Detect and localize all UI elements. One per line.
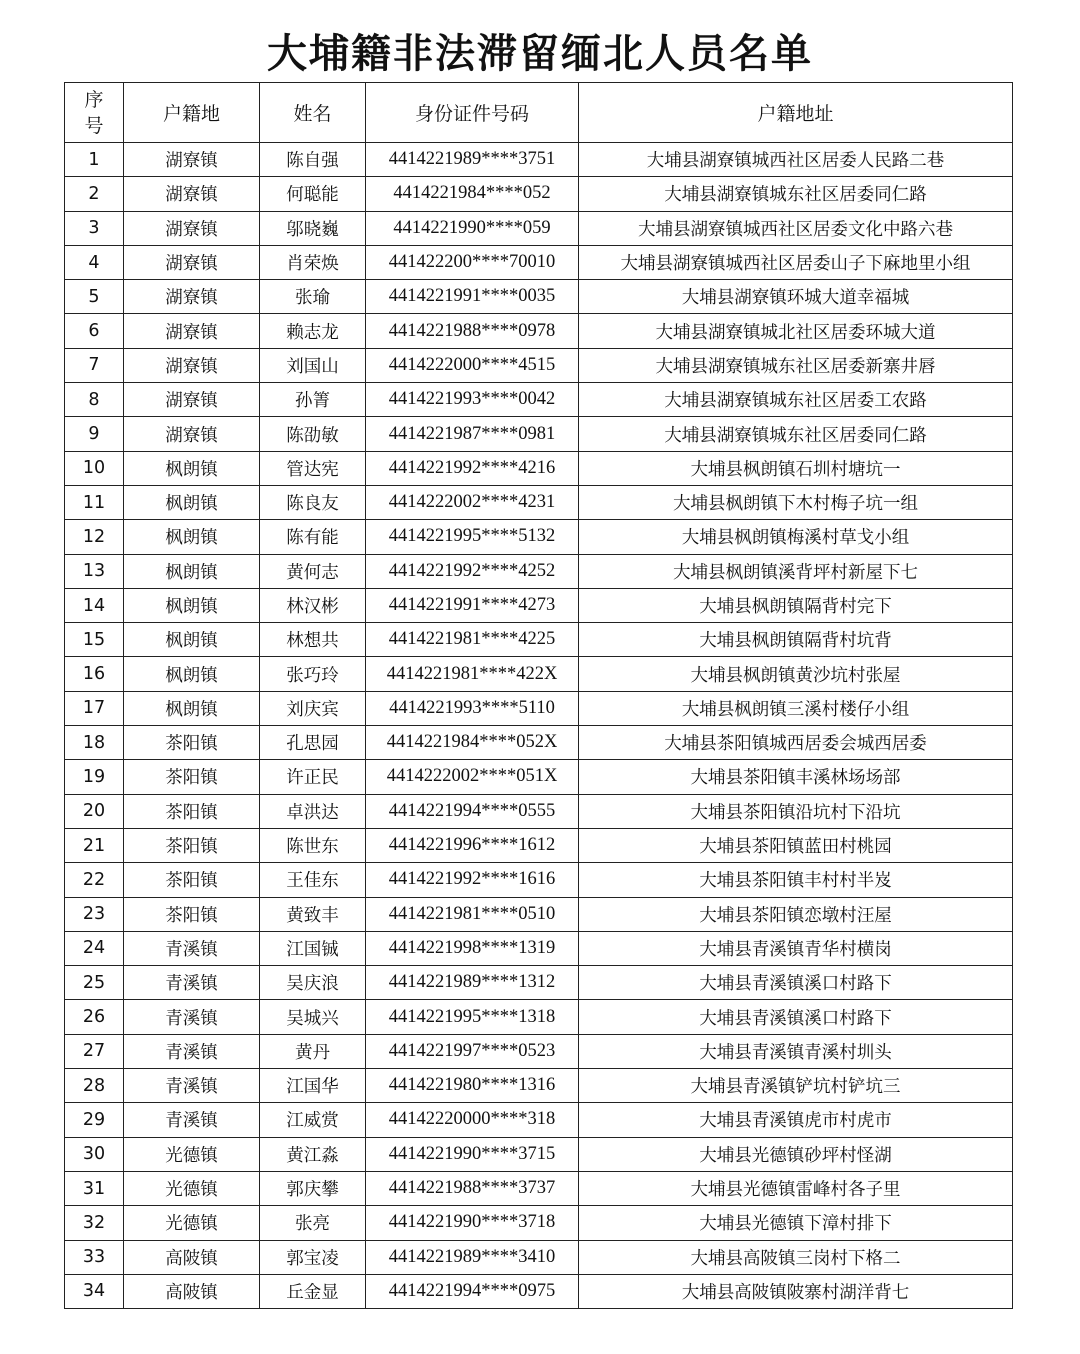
- table-row: [65, 1240, 1013, 1274]
- cell-hometown: 湖寮镇: [124, 245, 260, 279]
- cell-address: 大埔县茶阳镇蓝田村桃园: [579, 828, 1013, 862]
- cell-id-number: 4414221981****0510: [366, 897, 579, 931]
- cell-address: 大埔县光德镇雷峰村各子里: [579, 1171, 1013, 1205]
- table-row: [65, 1206, 1013, 1240]
- personnel-table: [64, 82, 1013, 1309]
- cell-hometown: 湖寮镇: [124, 211, 260, 245]
- cell-address: 大埔县湖寮镇城西社区居委文化中路六巷: [579, 211, 1013, 245]
- cell-seq: 28: [65, 1069, 124, 1103]
- cell-address: 大埔县枫朗镇溪背坪村新屋下七: [579, 554, 1013, 588]
- cell-hometown: 茶阳镇: [124, 828, 260, 862]
- cell-seq: 26: [65, 1000, 124, 1034]
- cell-id-number: 4414221984****052: [366, 177, 579, 211]
- cell-id-number: 4414221996****1612: [366, 828, 579, 862]
- table-row: [65, 931, 1013, 965]
- cell-hometown: 枫朗镇: [124, 691, 260, 725]
- cell-id-number: 4414221997****0523: [366, 1034, 579, 1068]
- cell-id-number: 4414221980****1316: [366, 1069, 579, 1103]
- cell-seq: 15: [65, 623, 124, 657]
- table-row: [65, 1137, 1013, 1171]
- cell-seq: 22: [65, 863, 124, 897]
- cell-name: 陈世东: [260, 828, 366, 862]
- cell-hometown: 高陂镇: [124, 1274, 260, 1308]
- cell-id-number: 4414221994****0555: [366, 794, 579, 828]
- table-row: [65, 211, 1013, 245]
- cell-name: 江威赏: [260, 1103, 366, 1137]
- cell-name: 林汉彬: [260, 588, 366, 622]
- cell-name: 张亮: [260, 1206, 366, 1240]
- cell-hometown: 枫朗镇: [124, 485, 260, 519]
- cell-id-number: 4414221987****0981: [366, 417, 579, 451]
- cell-seq: 7: [65, 348, 124, 382]
- cell-name: 赖志龙: [260, 314, 366, 348]
- cell-seq: 32: [65, 1206, 124, 1240]
- cell-name: 许正民: [260, 760, 366, 794]
- table-row: [65, 1274, 1013, 1308]
- table-row: [65, 314, 1013, 348]
- cell-address: 大埔县枫朗镇梅溪村草戈小组: [579, 520, 1013, 554]
- cell-hometown: 光德镇: [124, 1206, 260, 1240]
- cell-seq: 3: [65, 211, 124, 245]
- cell-address: 大埔县湖寮镇环城大道幸福城: [579, 280, 1013, 314]
- cell-address: 大埔县青溪镇虎市村虎市: [579, 1103, 1013, 1137]
- header-id: 身份证件号码: [366, 83, 579, 143]
- cell-id-number: 4414221995****5132: [366, 520, 579, 554]
- table-row: [65, 1034, 1013, 1068]
- header-seq-label: 序号: [84, 88, 104, 137]
- table-header: [65, 83, 1013, 143]
- cell-address: 大埔县茶阳镇城西居委会城西居委: [579, 726, 1013, 760]
- cell-seq: 21: [65, 828, 124, 862]
- cell-id-number: 4414221991****0035: [366, 280, 579, 314]
- cell-name: 管达宪: [260, 451, 366, 485]
- cell-name: 陈自强: [260, 143, 366, 177]
- cell-address: 大埔县高陂镇三岗村下格二: [579, 1240, 1013, 1274]
- table-row: [65, 1069, 1013, 1103]
- cell-id-number: 4414221989****3751: [366, 143, 579, 177]
- cell-id-number: 4414222002****4231: [366, 485, 579, 519]
- cell-address: 大埔县青溪镇青华村横岗: [579, 931, 1013, 965]
- cell-id-number: 4414221988****0978: [366, 314, 579, 348]
- cell-address: 大埔县湖寮镇城东社区居委同仁路: [579, 177, 1013, 211]
- cell-seq: 10: [65, 451, 124, 485]
- cell-address: 大埔县湖寮镇城北社区居委环城大道: [579, 314, 1013, 348]
- cell-hometown: 湖寮镇: [124, 143, 260, 177]
- table-row: [65, 280, 1013, 314]
- cell-seq: 14: [65, 588, 124, 622]
- table-row: [65, 1103, 1013, 1137]
- table-row: [65, 451, 1013, 485]
- cell-seq: 34: [65, 1274, 124, 1308]
- table-row: [65, 966, 1013, 1000]
- cell-name: 卓洪达: [260, 794, 366, 828]
- cell-id-number: 4414221990****059: [366, 211, 579, 245]
- cell-name: 孔思园: [260, 726, 366, 760]
- cell-name: 郭庆攀: [260, 1171, 366, 1205]
- cell-hometown: 枫朗镇: [124, 520, 260, 554]
- cell-hometown: 青溪镇: [124, 931, 260, 965]
- cell-address: 大埔县湖寮镇城西社区居委人民路二巷: [579, 143, 1013, 177]
- cell-name: 黄何志: [260, 554, 366, 588]
- cell-id-number: 4414221990****3718: [366, 1206, 579, 1240]
- header-name: 姓名: [260, 83, 366, 143]
- cell-name: 刘庆宾: [260, 691, 366, 725]
- cell-hometown: 青溪镇: [124, 1034, 260, 1068]
- table-row: [65, 520, 1013, 554]
- table-row: [65, 417, 1013, 451]
- cell-hometown: 青溪镇: [124, 1000, 260, 1034]
- cell-seq: 27: [65, 1034, 124, 1068]
- cell-seq: 13: [65, 554, 124, 588]
- cell-seq: 6: [65, 314, 124, 348]
- table-row: [65, 588, 1013, 622]
- cell-hometown: 湖寮镇: [124, 348, 260, 382]
- cell-address: 大埔县湖寮镇城东社区居委同仁路: [579, 417, 1013, 451]
- cell-name: 黄丹: [260, 1034, 366, 1068]
- cell-seq: 31: [65, 1171, 124, 1205]
- cell-address: 大埔县湖寮镇城东社区居委新寨井唇: [579, 348, 1013, 382]
- cell-hometown: 光德镇: [124, 1137, 260, 1171]
- table-row: [65, 657, 1013, 691]
- cell-id-number: 4414221981****422X: [366, 657, 579, 691]
- table-body: [65, 143, 1013, 1309]
- cell-hometown: 茶阳镇: [124, 794, 260, 828]
- cell-seq: 18: [65, 726, 124, 760]
- cell-seq: 2: [65, 177, 124, 211]
- cell-id-number: 4414221994****0975: [366, 1274, 579, 1308]
- cell-seq: 4: [65, 245, 124, 279]
- cell-hometown: 青溪镇: [124, 1069, 260, 1103]
- cell-id-number: 4414222000****4515: [366, 348, 579, 382]
- cell-id-number: 4414221984****052X: [366, 726, 579, 760]
- cell-seq: 24: [65, 931, 124, 965]
- header-seq: [65, 83, 124, 143]
- cell-hometown: 湖寮镇: [124, 417, 260, 451]
- cell-seq: 17: [65, 691, 124, 725]
- cell-hometown: 茶阳镇: [124, 726, 260, 760]
- cell-seq: 9: [65, 417, 124, 451]
- cell-id-number: 441422200****70010: [366, 245, 579, 279]
- cell-name: 王佳东: [260, 863, 366, 897]
- cell-name: 吴庆浪: [260, 966, 366, 1000]
- document-title: 大埔籍非法滞留缅北人员名单: [267, 31, 813, 77]
- cell-name: 何聪能: [260, 177, 366, 211]
- cell-id-number: 4414221989****1312: [366, 966, 579, 1000]
- cell-hometown: 湖寮镇: [124, 280, 260, 314]
- cell-id-number: 4414221993****5110: [366, 691, 579, 725]
- cell-id-number: 4414222002****051X: [366, 760, 579, 794]
- cell-name: 江国华: [260, 1069, 366, 1103]
- table-row: [65, 143, 1013, 177]
- cell-name: 邬晓巍: [260, 211, 366, 245]
- cell-id-number: 4414221981****4225: [366, 623, 579, 657]
- cell-hometown: 茶阳镇: [124, 863, 260, 897]
- cell-name: 吴城兴: [260, 1000, 366, 1034]
- cell-seq: 11: [65, 485, 124, 519]
- cell-name: 郭宝凌: [260, 1240, 366, 1274]
- table-row: [65, 828, 1013, 862]
- cell-name: 孙箐: [260, 383, 366, 417]
- cell-seq: 16: [65, 657, 124, 691]
- table-row: [65, 485, 1013, 519]
- cell-hometown: 光德镇: [124, 1171, 260, 1205]
- cell-name: 江国铖: [260, 931, 366, 965]
- cell-seq: 30: [65, 1137, 124, 1171]
- header-row: [65, 83, 1013, 143]
- cell-name: 黄江淼: [260, 1137, 366, 1171]
- table-row: [65, 897, 1013, 931]
- cell-address: 大埔县茶阳镇丰溪林场场部: [579, 760, 1013, 794]
- cell-hometown: 枫朗镇: [124, 554, 260, 588]
- cell-address: 大埔县枫朗镇隔背村坑背: [579, 623, 1013, 657]
- cell-name: 丘金显: [260, 1274, 366, 1308]
- header-address: 户籍地址: [579, 83, 1013, 143]
- cell-hometown: 青溪镇: [124, 1103, 260, 1137]
- table-row: [65, 726, 1013, 760]
- cell-hometown: 高陂镇: [124, 1240, 260, 1274]
- cell-address: 大埔县枫朗镇黄沙坑村张屋: [579, 657, 1013, 691]
- cell-seq: 12: [65, 520, 124, 554]
- table-row: [65, 554, 1013, 588]
- cell-hometown: 湖寮镇: [124, 314, 260, 348]
- cell-hometown: 茶阳镇: [124, 897, 260, 931]
- cell-address: 大埔县光德镇砂坪村怪湖: [579, 1137, 1013, 1171]
- cell-hometown: 湖寮镇: [124, 383, 260, 417]
- cell-id-number: 4414221993****0042: [366, 383, 579, 417]
- cell-id-number: 4414221998****1319: [366, 931, 579, 965]
- cell-address: 大埔县枫朗镇石圳村塘坑一: [579, 451, 1013, 485]
- table-row: [65, 1000, 1013, 1034]
- cell-name: 林想共: [260, 623, 366, 657]
- cell-address: 大埔县枫朗镇下木村梅子坑一组: [579, 485, 1013, 519]
- cell-address: 大埔县光德镇下漳村排下: [579, 1206, 1013, 1240]
- table-row: [65, 245, 1013, 279]
- cell-address: 大埔县青溪镇溪口村路下: [579, 966, 1013, 1000]
- table-row: [65, 760, 1013, 794]
- cell-hometown: 枫朗镇: [124, 588, 260, 622]
- cell-address: 大埔县青溪镇铲坑村铲坑三: [579, 1069, 1013, 1103]
- cell-seq: 5: [65, 280, 124, 314]
- cell-hometown: 青溪镇: [124, 966, 260, 1000]
- cell-hometown: 枫朗镇: [124, 657, 260, 691]
- table-row: [65, 794, 1013, 828]
- table-row: [65, 348, 1013, 382]
- cell-id-number: 4414221991****4273: [366, 588, 579, 622]
- cell-seq: 25: [65, 966, 124, 1000]
- cell-name: 黄致丰: [260, 897, 366, 931]
- cell-id-number: 4414221990****3715: [366, 1137, 579, 1171]
- cell-id-number: 4414221992****4252: [366, 554, 579, 588]
- cell-address: 大埔县茶阳镇沿坑村下沿坑: [579, 794, 1013, 828]
- cell-address: 大埔县高陂镇陂寨村湖洋背七: [579, 1274, 1013, 1308]
- cell-address: 大埔县湖寮镇城西社区居委山子下麻地里小组: [579, 245, 1013, 279]
- cell-id-number: 4414221989****3410: [366, 1240, 579, 1274]
- cell-address: 大埔县枫朗镇三溪村楼仔小组: [579, 691, 1013, 725]
- cell-name: 张巧玲: [260, 657, 366, 691]
- table-row: [65, 1171, 1013, 1205]
- header-hometown: 户籍地: [124, 83, 260, 143]
- cell-name: 陈良友: [260, 485, 366, 519]
- cell-name: 肖荣焕: [260, 245, 366, 279]
- cell-id-number: 44142220000****318: [366, 1103, 579, 1137]
- cell-address: 大埔县青溪镇青溪村圳头: [579, 1034, 1013, 1068]
- table-row: [65, 177, 1013, 211]
- cell-address: 大埔县湖寮镇城东社区居委工农路: [579, 383, 1013, 417]
- cell-seq: 8: [65, 383, 124, 417]
- cell-name: 陈有能: [260, 520, 366, 554]
- cell-hometown: 湖寮镇: [124, 177, 260, 211]
- cell-address: 大埔县枫朗镇隔背村完下: [579, 588, 1013, 622]
- cell-hometown: 茶阳镇: [124, 760, 260, 794]
- cell-id-number: 4414221995****1318: [366, 1000, 579, 1034]
- table-row: [65, 863, 1013, 897]
- cell-seq: 19: [65, 760, 124, 794]
- cell-id-number: 4414221992****1616: [366, 863, 579, 897]
- table-row: [65, 691, 1013, 725]
- cell-seq: 1: [65, 143, 124, 177]
- cell-hometown: 枫朗镇: [124, 623, 260, 657]
- cell-id-number: 4414221988****3737: [366, 1171, 579, 1205]
- cell-address: 大埔县茶阳镇丰村村半岌: [579, 863, 1013, 897]
- cell-name: 张瑜: [260, 280, 366, 314]
- cell-name: 刘国山: [260, 348, 366, 382]
- cell-id-number: 4414221992****4216: [366, 451, 579, 485]
- cell-seq: 23: [65, 897, 124, 931]
- cell-address: 大埔县茶阳镇恋墩村汪屋: [579, 897, 1013, 931]
- cell-seq: 20: [65, 794, 124, 828]
- cell-seq: 33: [65, 1240, 124, 1274]
- table-row: [65, 383, 1013, 417]
- cell-hometown: 枫朗镇: [124, 451, 260, 485]
- table-row: [65, 623, 1013, 657]
- cell-name: 陈劭敏: [260, 417, 366, 451]
- cell-address: 大埔县青溪镇溪口村路下: [579, 1000, 1013, 1034]
- cell-seq: 29: [65, 1103, 124, 1137]
